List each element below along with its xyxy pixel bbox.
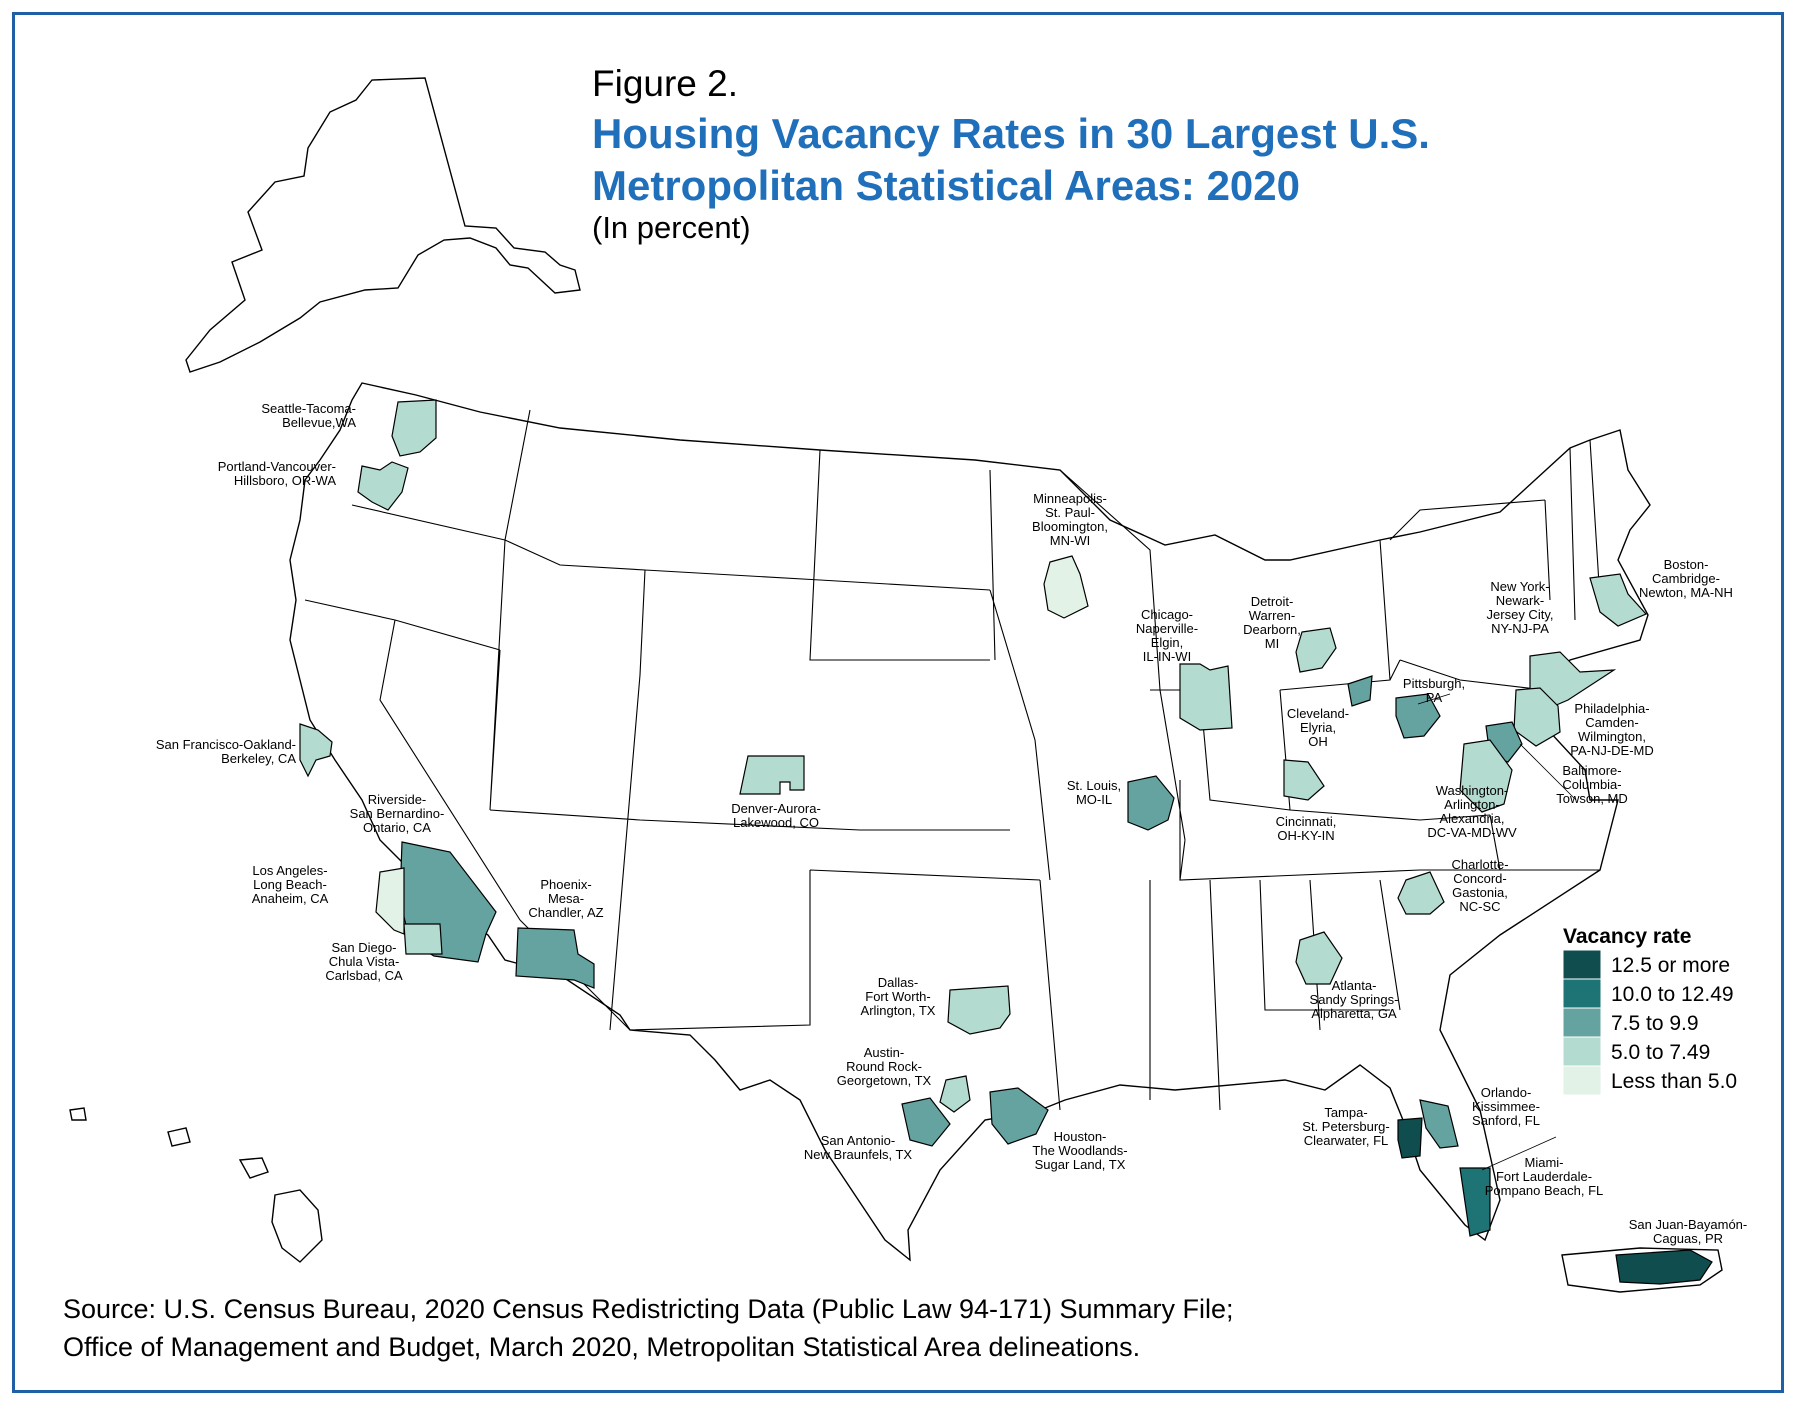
metro-label-line: Long Beach-: [253, 877, 327, 892]
metro-label-line: Caguas, PR: [1652, 1231, 1724, 1246]
metro-label-line: Camden-: [1585, 715, 1639, 730]
metro-label-line: Newton, MA-NH: [1639, 585, 1733, 600]
metro-label-line: The Woodlands-: [1032, 1143, 1128, 1158]
metro-label-line: Charlotte-: [1451, 857, 1509, 872]
metro-label-line: Bloomington,: [1032, 519, 1108, 534]
metro-area-sandiego: [404, 924, 442, 954]
metro-area-la: [376, 868, 404, 934]
metro-label-newyork: [1487, 579, 1554, 636]
metro-label-line: Los Angeles-: [252, 863, 328, 878]
metro-label-line: Atlanta-: [1331, 978, 1377, 993]
metro-label-line: San Antonio-: [820, 1133, 896, 1148]
metro-label-line: Alexandria,: [1439, 811, 1505, 826]
metro-label-line: NC-SC: [1459, 899, 1501, 914]
figure-title: Housing Vacancy Rates in 30 Largest U.S. Metropolitan Statistical Areas: 2020: [592, 110, 1430, 209]
metro-label-line: PA: [1425, 690, 1443, 705]
metro-label-line: Cleveland-: [1286, 706, 1350, 721]
metro-label-line: Arlington-: [1444, 797, 1500, 812]
metro-label-line: San Bernardino-: [349, 806, 445, 821]
metro-label-line: Elyria,: [1299, 720, 1337, 735]
metro-label-line: Miami-: [1524, 1155, 1564, 1170]
metro-label-line: Georgetown, TX: [836, 1073, 932, 1088]
metro-label-line: Carlsbad, CA: [325, 968, 403, 983]
metro-label-line: Phoenix-: [540, 877, 592, 892]
metro-label-line: IL-IN-WI: [1142, 649, 1192, 664]
hawaii-island-kauai: [70, 1108, 86, 1120]
metro-label-line: San Francisco-Oakland-: [155, 737, 296, 752]
metro-label-charlotte: [1451, 857, 1508, 914]
legend-label: 12.5 or more: [1611, 954, 1731, 977]
metro-label-line: DC-VA-MD-WV: [1427, 825, 1517, 840]
metro-label-line: Houston-: [1053, 1129, 1107, 1144]
metro-label-line: San Diego-: [331, 940, 397, 955]
metro-label-line: Cambridge-: [1652, 571, 1720, 586]
metro-label-orlando: [1472, 1085, 1540, 1128]
metro-label-line: Mesa-: [547, 891, 585, 906]
metro-label-cincinnati: [1276, 814, 1337, 843]
metro-label-line: Columbia-: [1562, 777, 1622, 792]
legend-label: 7.5 to 9.9: [1611, 1012, 1699, 1035]
hawaii-island-oahu: [168, 1128, 190, 1146]
metro-area-dallas: [948, 986, 1010, 1034]
metro-label-line: Denver-Aurora-: [731, 801, 821, 816]
metro-label-line: Berkeley, CA: [221, 751, 296, 766]
metro-label-houston: [1032, 1129, 1127, 1172]
metro-label-line: Chicago-: [1140, 607, 1194, 622]
metro-label-portland: [218, 459, 337, 488]
metro-label-line: Towson, MD: [1556, 791, 1628, 806]
metro-label-line: Lakewood, CO: [733, 815, 819, 830]
figure-label: Figure 2.: [592, 63, 739, 104]
metro-label-line: Fort Worth-: [865, 989, 931, 1004]
state-alaska: [186, 78, 580, 372]
metro-label-seattle: [261, 401, 356, 430]
metro-label-washington: [1427, 783, 1517, 840]
metro-label-line: Baltimore-: [1562, 763, 1622, 778]
metro-label-line: Detroit-: [1250, 594, 1294, 609]
metro-label-line: Philadelphia-: [1574, 701, 1650, 716]
metro-label-line: Fort Lauderdale-: [1495, 1169, 1593, 1184]
metro-label-line: Jersey City,: [1486, 607, 1554, 622]
metro-label-line: Pompano Beach, FL: [1484, 1183, 1604, 1198]
source-line-2: Office of Management and Budget, March 2020, Metropolitan Statistical Area delineations.: [63, 1332, 1141, 1362]
metro-label-line: Sanford, FL: [1472, 1113, 1540, 1128]
legend-swatch: [1563, 950, 1601, 979]
metro-label-line: Sandy Springs-: [1309, 992, 1399, 1007]
metro-label-line: St. Louis,: [1066, 778, 1122, 793]
metro-label-line: New York-: [1490, 579, 1550, 594]
metro-label-line: Minneapolis-: [1033, 491, 1107, 506]
metro-label-sf: [156, 737, 296, 766]
metro-label-line: NY-NJ-PA: [1491, 621, 1549, 636]
metro-label-miami: [1485, 1155, 1604, 1198]
metro-label-line: Elgin,: [1150, 635, 1184, 650]
metro-label-line: Washington-: [1435, 783, 1509, 798]
metro-label-line: Austin-: [863, 1045, 905, 1060]
metro-label-line: PA-NJ-DE-MD: [1570, 743, 1654, 758]
metro-label-line: Bellevue,WA: [282, 415, 356, 430]
metro-area-chicago: [1180, 664, 1232, 730]
metro-label-boston: [1639, 557, 1733, 600]
metro-label-line: Dallas-: [877, 975, 919, 990]
metro-label-line: San Juan-Bayamón-: [1628, 1217, 1748, 1232]
metro-area-sanjuan: [1616, 1250, 1712, 1284]
metro-label-line: Clearwater, FL: [1303, 1133, 1389, 1148]
metro-label-la: [252, 863, 329, 906]
metro-label-line: Round Rock-: [846, 1059, 922, 1074]
metro-label-line: Warren-: [1248, 608, 1296, 623]
metro-label-line: Portland-Vancouver-: [217, 459, 336, 474]
metro-label-line: Wilmington,: [1578, 729, 1646, 744]
metro-label-line: Seattle-Tacoma-: [261, 401, 356, 416]
figure-subtitle: (In percent): [592, 210, 751, 245]
legend-swatch: [1563, 1037, 1601, 1066]
source-note: [63, 1290, 1234, 1366]
metro-label-line: Riverside-: [367, 792, 427, 807]
metro-label-line: Anaheim, CA: [251, 891, 329, 906]
metro-area-tampa: [1398, 1118, 1422, 1158]
metro-label-line: Newark-: [1495, 593, 1545, 608]
legend-label: 5.0 to 7.49: [1611, 1041, 1711, 1064]
metro-label-line: Kissimmee-: [1472, 1099, 1540, 1114]
metro-label-line: OH-KY-IN: [1277, 828, 1335, 843]
metro-label-line: Sugar Land, TX: [1034, 1157, 1126, 1172]
metro-label-line: MO-IL: [1075, 792, 1113, 807]
metro-label-line: Naperville-: [1135, 621, 1199, 636]
metro-label-denver: [731, 801, 821, 830]
legend-swatch: [1563, 1066, 1601, 1095]
metro-label-line: Tampa-: [1324, 1105, 1368, 1120]
metro-label-line: Chula Vista-: [328, 954, 400, 969]
metro-label-line: Cincinnati,: [1275, 814, 1337, 829]
metro-label-line: St. Paul-: [1045, 505, 1095, 520]
metro-label-philadelphia: [1570, 701, 1654, 758]
state-hawaii: [272, 1190, 322, 1262]
legend-swatch: [1563, 979, 1601, 1008]
metro-label-line: Ontario, CA: [363, 820, 431, 835]
metro-label-line: Pittsburgh,: [1402, 676, 1466, 691]
metro-label-line: New Braunfels, TX: [803, 1147, 913, 1162]
metro-label-line: MN-WI: [1049, 533, 1091, 548]
legend-title: Vacancy rate: [1563, 925, 1692, 948]
metro-label-tampa: [1302, 1105, 1389, 1148]
source-line-1: Source: U.S. Census Bureau, 2020 Census Redistricting Data (Public Law 94-171) Summary File;: [63, 1294, 1234, 1324]
metro-label-line: Gastonia,: [1452, 885, 1508, 900]
metro-label-line: MI: [1264, 636, 1280, 651]
metro-label-line: OH: [1308, 734, 1328, 749]
legend-swatch: [1563, 1008, 1601, 1037]
metro-label-line: Alpharetta, GA: [1311, 1006, 1397, 1021]
metro-label-line: Arlington, TX: [860, 1003, 936, 1018]
metro-label-line: Boston-: [1663, 557, 1709, 572]
metro-area-denver: [740, 756, 804, 794]
metro-label-line: Hillsboro, OR-WA: [233, 473, 336, 488]
metro-label-line: St. Petersburg-: [1302, 1119, 1390, 1134]
legend-label: 10.0 to 12.49: [1611, 983, 1734, 1006]
metro-label-line: Dearborn,: [1243, 622, 1301, 637]
metro-label-sanjuan: [1629, 1217, 1748, 1246]
metro-label-chicago: [1136, 607, 1198, 664]
hawaii-island-maui: [240, 1158, 268, 1178]
metro-area-miami: [1460, 1168, 1490, 1236]
metro-label-line: Chandler, AZ: [528, 905, 604, 920]
metro-label-line: Orlando-: [1480, 1085, 1532, 1100]
legend-label: Less than 5.0: [1611, 1070, 1738, 1093]
metro-label-baltimore: [1556, 763, 1628, 806]
metro-label-line: Concord-: [1453, 871, 1507, 886]
legend: [1563, 925, 1737, 1095]
metro-label-sandiego: [325, 940, 403, 983]
